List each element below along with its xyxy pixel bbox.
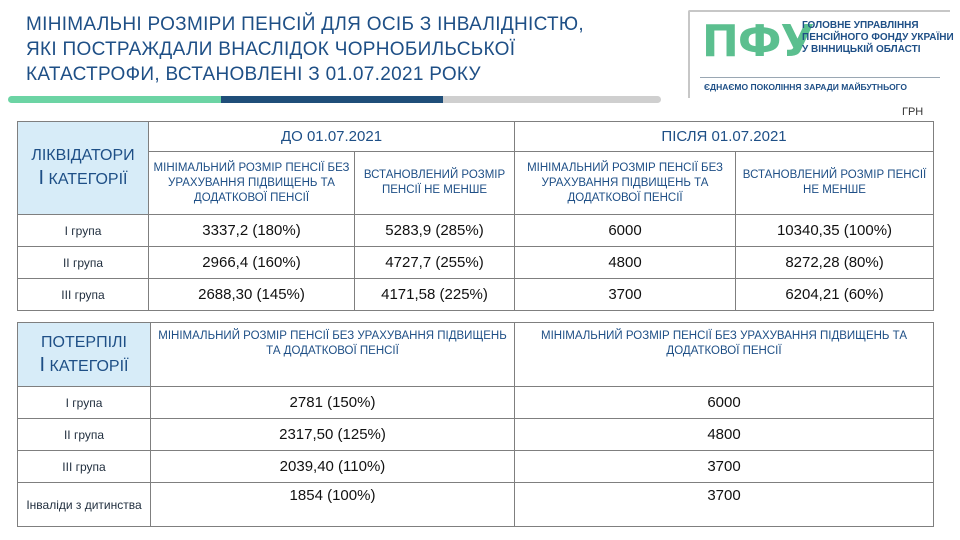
category-line-1: ЛІКВІДАТОРИ xyxy=(31,147,135,164)
col-set-before: ВСТАНОВЛЕНИЙ РОЗМІР ПЕНСІЇ НЕ МЕНШЕ xyxy=(355,152,515,215)
category-roman: І xyxy=(38,167,45,189)
col-before: МІНІМАЛЬНИЙ РОЗМІР ПЕНСІЇ БЕЗ УРАХУВАННЯ ПІДВИЩЕНЬ ТА ДОДАТКОВОЇ ПЕНСІЇ xyxy=(151,323,515,387)
accent-bar-blue xyxy=(221,96,443,103)
logo-line-1: ГОЛОВНЕ УПРАВЛІННЯ xyxy=(802,20,919,31)
before-value: 2039,40 (110%) xyxy=(151,451,515,483)
logo-line-2: ПЕНСІЙНОГО ФОНДУ УКРАЇНИ xyxy=(802,32,954,43)
accent-bar-green xyxy=(8,96,221,103)
group-label: ІІ група xyxy=(18,419,151,451)
after-value: 3700 xyxy=(515,451,934,483)
before-value: 2317,50 (125%) xyxy=(151,419,515,451)
victims-table xyxy=(17,322,934,527)
category-line-1: ПОТЕРПІЛІ xyxy=(41,333,127,351)
set-before-value: 4171,58 (225%) xyxy=(355,279,515,311)
min-before-value: 2688,30 (145%) xyxy=(149,279,355,311)
set-before-value: 4727,7 (255%) xyxy=(355,247,515,279)
col-min-before: МІНІМАЛЬНИЙ РОЗМІР ПЕНСІЇ БЕЗ УРАХУВАННЯ ПІДВИЩЕНЬ ТА ДОДАТКОВОЇ ПЕНСІЇ xyxy=(149,152,355,215)
group-label: ІІ група xyxy=(18,247,149,279)
after-value: 3700 xyxy=(515,483,934,527)
col-set-after: ВСТАНОВЛЕНИЙ РОЗМІР ПЕНСІЇ НЕ МЕНШЕ xyxy=(736,152,934,215)
category-word: КАТЕГОРІЇ xyxy=(48,171,128,188)
group-label: І група xyxy=(18,387,151,419)
title-line-1: МІНІМАЛЬНІ РОЗМІРИ ПЕНСІЙ ДЛЯ ОСІБ З ІНВАЛІДНІСТЮ, xyxy=(26,14,584,35)
set-after-value: 10340,35 (100%) xyxy=(736,215,934,247)
category-header xyxy=(18,323,151,387)
logo-slogan: ЄДНАЄМО ПОКОЛІННЯ ЗАРАДИ МАЙБУТНЬОГО xyxy=(704,82,907,92)
group-label: І група xyxy=(18,215,149,247)
pfu-logo xyxy=(660,0,960,104)
group-label: ІІІ група xyxy=(18,279,149,311)
logo-divider xyxy=(700,77,940,78)
min-after-value: 3700 xyxy=(515,279,736,311)
table-row xyxy=(18,215,934,247)
period-before-header: ДО 01.07.2021 xyxy=(149,122,515,152)
category-word: КАТЕГОРІЇ xyxy=(49,357,129,375)
after-value: 4800 xyxy=(515,419,934,451)
table-row xyxy=(18,483,934,527)
accent-bar-grey xyxy=(443,96,661,103)
category-line-2 xyxy=(18,354,150,378)
period-after-header: ПІСЛЯ 01.07.2021 xyxy=(515,122,934,152)
group-label: Інваліди з дитинства xyxy=(18,483,151,527)
col-min-after: МІНІМАЛЬНИЙ РОЗМІР ПЕНСІЇ БЕЗ УРАХУВАННЯ ПІДВИЩЕНЬ ТА ДОДАТКОВОЇ ПЕНСІЇ xyxy=(515,152,736,215)
after-value: 6000 xyxy=(515,387,934,419)
page-title xyxy=(26,12,626,87)
currency-label: ГРН xyxy=(902,106,924,118)
table-row xyxy=(18,419,934,451)
set-before-value: 5283,9 (285%) xyxy=(355,215,515,247)
category-header xyxy=(18,122,149,215)
category-roman: І xyxy=(39,353,46,376)
min-before-value: 3337,2 (180%) xyxy=(149,215,355,247)
min-after-value: 4800 xyxy=(515,247,736,279)
table-row xyxy=(18,387,934,419)
min-before-value: 2966,4 (160%) xyxy=(149,247,355,279)
title-line-2: ЯКІ ПОСТРАЖДАЛИ ВНАСЛІДОК ЧОРНОБИЛЬСЬКОЇ xyxy=(26,39,516,60)
category-line-2 xyxy=(18,167,148,191)
logo-mark: ПФУ xyxy=(702,16,814,67)
before-value: 2781 (150%) xyxy=(151,387,515,419)
col-after: МІНІМАЛЬНИЙ РОЗМІР ПЕНСІЇ БЕЗ УРАХУВАННЯ ПІДВИЩЕНЬ ТА ДОДАТКОВОЇ ПЕНСІЇ xyxy=(515,323,934,387)
liquidators-table xyxy=(17,121,934,311)
set-after-value: 8272,28 (80%) xyxy=(736,247,934,279)
table-row xyxy=(18,247,934,279)
set-after-value: 6204,21 (60%) xyxy=(736,279,934,311)
before-value: 1854 (100%) xyxy=(151,483,515,527)
logo-org-name xyxy=(802,20,954,56)
table-row xyxy=(18,451,934,483)
min-after-value: 6000 xyxy=(515,215,736,247)
table-row xyxy=(18,279,934,311)
group-label: ІІІ група xyxy=(18,451,151,483)
title-line-3: КАТАСТРОФИ, ВСТАНОВЛЕНІ З 01.07.2021 РОКУ xyxy=(26,64,481,85)
logo-line-3: У ВІННИЦЬКІЙ ОБЛАСТІ xyxy=(802,44,921,55)
